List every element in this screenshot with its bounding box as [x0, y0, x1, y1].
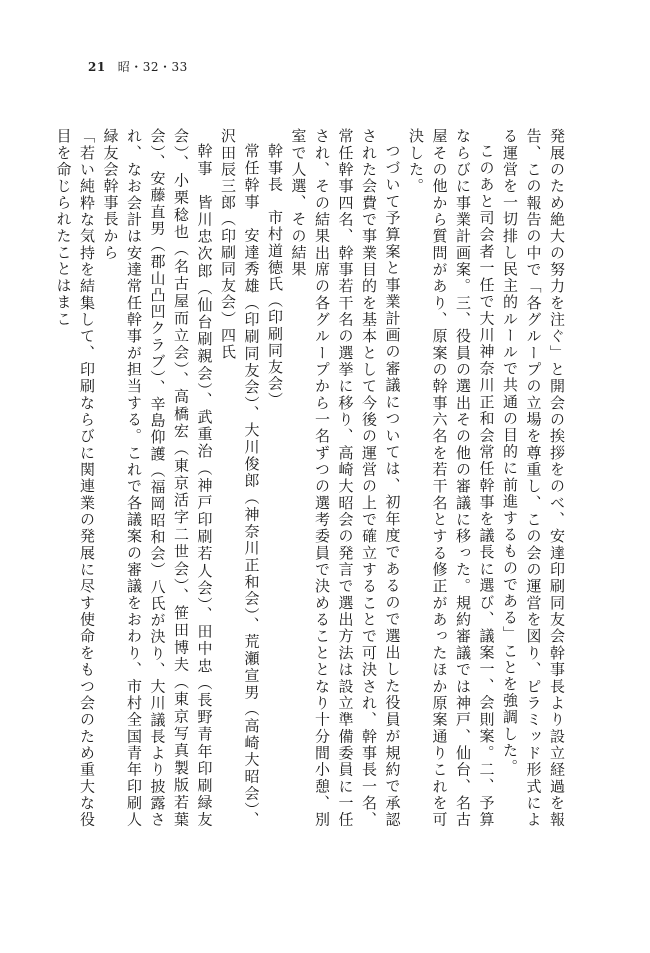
- paragraph: 発展のため絶大の努力を注ぐ」と開会の挨拶をのべ、安達印刷同友会幹事長より設立経過を報告、この報告の中で「各グループの立場を尊重し、この会の運営を図り、ピラミッド形式による運営を一切排し民主的ルールで共通の目的に前進するものである」ことを強調した。: [501, 128, 566, 828]
- officer-list-line: 幹事 皆川忠次郎（仙台刷親会）、武重治（神戸印刷若人会）、田中忠（長野青年印刷緑友会）、小栗稔也（名古屋而立会）、高橋宏（東京活字二世会）、笹田博夫（東京写真製版若葉会）、安藤直男（郡山凸凹クラブ）、辛島仰護（福岡昭和会）八氏が決り、大川議長より披露され、なお会計は安達常任幹事が担当する。これで各議案の審議をおわり、市村全国青年印刷人緑友会幹事長から: [101, 128, 214, 828]
- officer-list-line: 常任幹事 安達秀雄（印刷同友会）、大川俊郎（神奈川正和会）、荒瀬宣男（高崎大昭会）、沢田辰三郎（印刷同友会）四氏: [219, 128, 261, 828]
- paragraph: つづいて予算案と事業計画の審議については、初年度であるので選出した役員が規約で承認された会費で事業目的を基本として今後の運営の上で確立することで可決され、幹事長一名、常任幹事四名、幹事若干名の選挙に移り、高崎大昭会の発言で選出方法は設立準備委員に一任され、その結果出席の各グループから一名ずつの選考委員で決めることとなり十分間小憩、別室で人選、その結果: [289, 128, 402, 828]
- officer-list-line: 幹事長 市村道徳氏（印刷同友会）: [266, 143, 284, 409]
- page-number: 21: [88, 60, 106, 74]
- page-section-label: 昭・32・33: [117, 60, 188, 74]
- page-header: [88, 58, 188, 75]
- vertical-text-body: [54, 128, 568, 828]
- paragraph: 「若い純粋な気持を結集して、印刷ならびに関連業の発展に尽す使命をもつ会のため重大な役目を命じられたことはまこ: [54, 128, 96, 828]
- paragraph: このあと司会者一任で大川神奈川正和会常任幹事を議長に選び、議案一、会則案。二、予算ならびに事業計画案。三、役員の選出その他の審議に移った。規約審議では神戸、仙台、名古屋その他から質問があり、原案の幹事六名を若干名とする修正があったほか原案通りこれを可決した。: [407, 128, 496, 828]
